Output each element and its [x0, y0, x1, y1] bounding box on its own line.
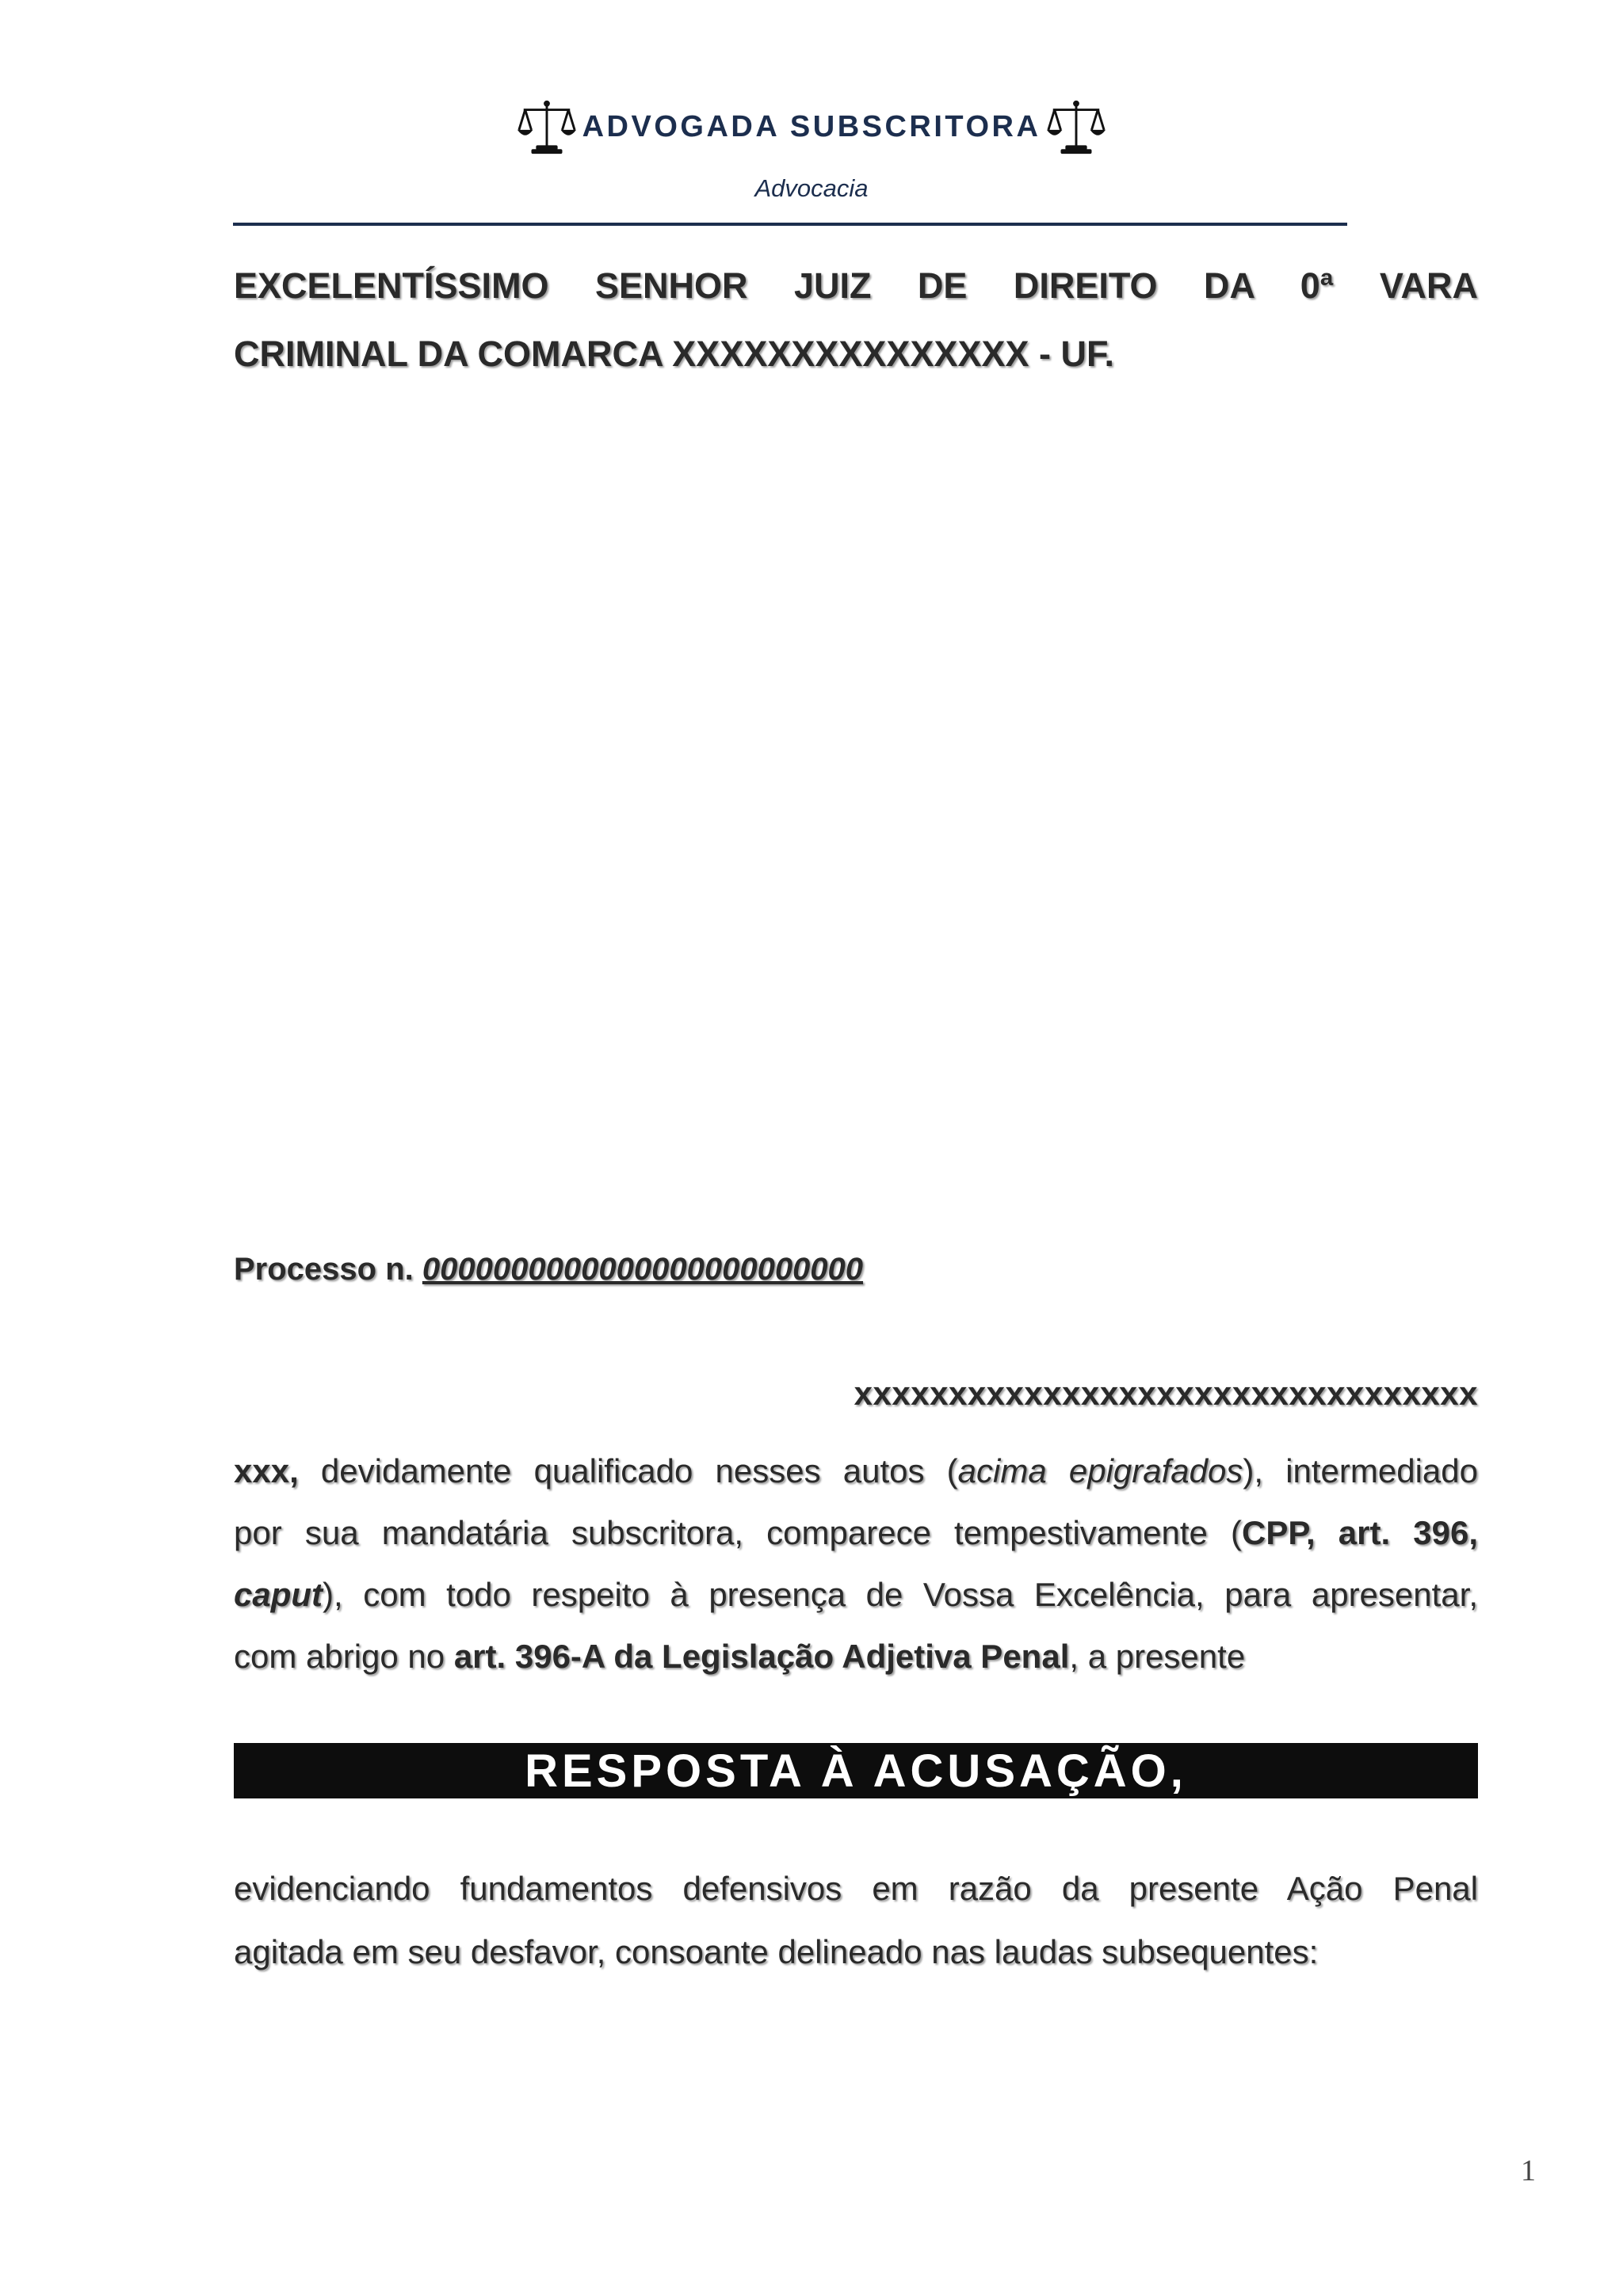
intro-line-4: [234, 1626, 1478, 1688]
intro-text: com abrigo no: [234, 1638, 454, 1675]
closing-paragraph: [234, 1857, 1478, 1984]
party-name-line: xxxxxxxxxxxxxxxxxxxxxxxxxxxxxxxxx: [854, 1375, 1478, 1412]
addressee-line-2: CRIMINAL DA COMARCA XXXXXXXXXXXXXXX - UF.: [234, 334, 1115, 374]
process-label: Processo n.: [234, 1252, 414, 1287]
intro-bold-italic: caput: [234, 1576, 323, 1613]
party-name-end: xxx,: [234, 1452, 299, 1489]
intro-line-2: [234, 1502, 1478, 1564]
letterhead: [0, 95, 1623, 202]
intro-text: por sua mandatária subscritora, comparece tempestivamente (: [234, 1514, 1243, 1551]
scales-of-justice-icon: [516, 98, 578, 155]
page-number: 1: [1521, 2154, 1536, 2187]
intro-text: , a presente: [1069, 1638, 1246, 1675]
header-divider: [233, 223, 1347, 226]
intro-text: devidamente qualificado nesses autos (: [298, 1452, 958, 1489]
intro-italic: acima epigrafados: [957, 1452, 1243, 1489]
process-number-line: [234, 1252, 863, 1287]
intro-bold: CPP, art. 396,: [1242, 1514, 1479, 1551]
intro-paragraph: [234, 1440, 1478, 1688]
intro-line-3: [234, 1564, 1478, 1626]
closing-line-2: agitada em seu desfavor, consoante delineado nas laudas subsequentes:: [234, 1933, 1319, 1970]
brand-name: ADVOGADA SUBSCRITORA: [582, 109, 1041, 143]
addressee-line-1: EXCELENTÍSSIMO SENHOR JUIZ DE DIREITO DA 0ª VARA: [234, 265, 1478, 306]
closing-line-1: evidenciando fundamentos defensivos em razão da presente Ação Penal: [234, 1870, 1478, 1907]
addressee-block: [234, 252, 1478, 388]
intro-text: ), intermediado: [1243, 1452, 1479, 1489]
brand-subtitle: Advocacia: [754, 174, 869, 202]
brand-row: [516, 95, 1108, 158]
document-title-banner: RESPOSTA À ACUSAÇÃO,: [234, 1743, 1478, 1798]
scales-of-justice-icon: [1045, 98, 1107, 155]
process-number: 0000000000000000000000000: [422, 1252, 864, 1287]
intro-line-1: [234, 1440, 1478, 1502]
intro-text: ), com todo respeito à presença de Vossa Excelência, para apresentar,: [323, 1576, 1478, 1613]
intro-bold: art. 396-A da Legislação Adjetiva Penal: [453, 1638, 1070, 1675]
